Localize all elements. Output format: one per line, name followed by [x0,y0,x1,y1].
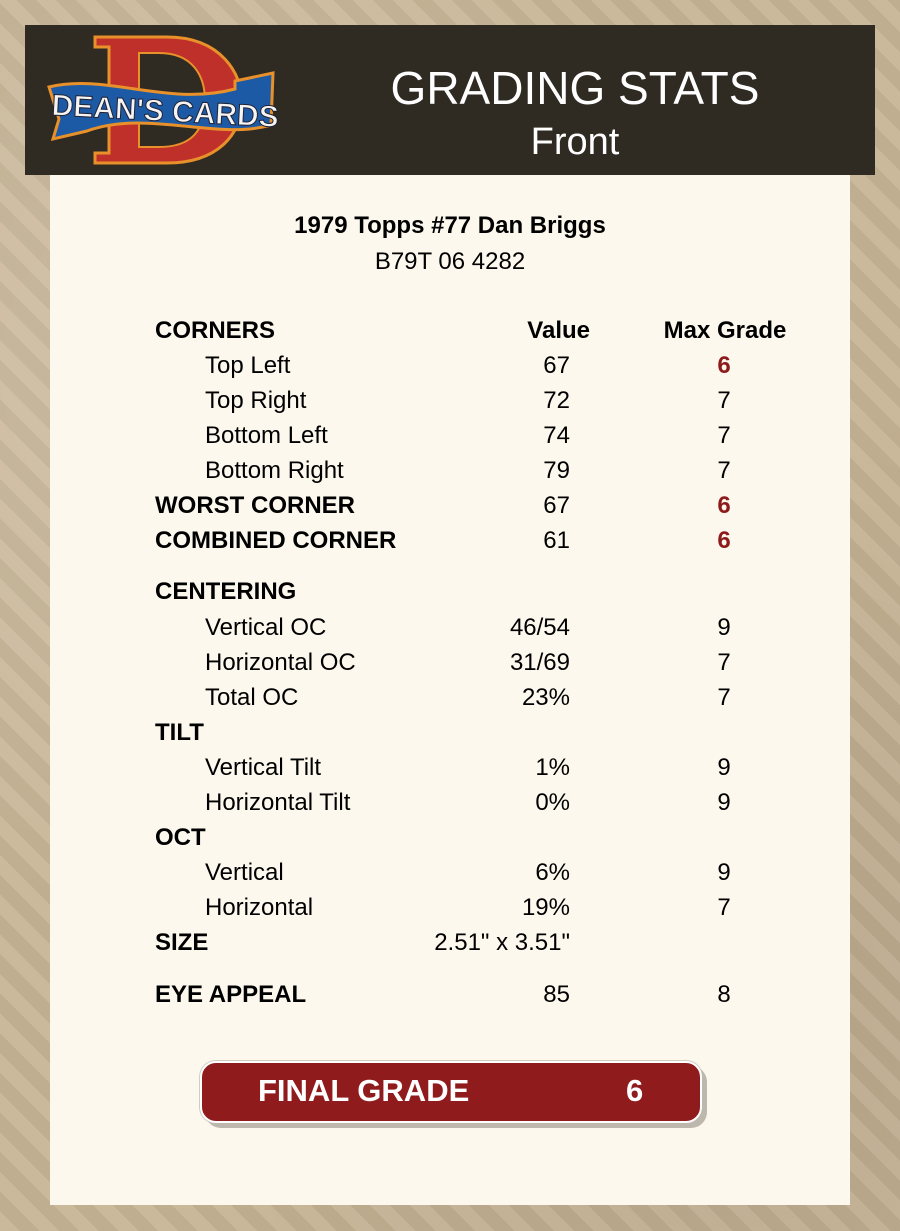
card-name: 1979 Topps #77 Dan Briggs [294,212,606,239]
final-grade-label: FINAL GRADE [258,1073,470,1108]
row-value: 85 [543,981,570,1008]
row-max-grade: 7 [717,422,731,449]
cert-number: B79T 06 4282 [374,248,526,275]
table-row [0,491,900,521]
row-value: 61 [543,527,570,554]
row-label: CORNERS [155,317,276,344]
row-label: Total OC [205,684,299,711]
deans-cards-logo [47,35,287,165]
row-value: 72 [543,387,570,414]
table-row [0,421,900,451]
row-label: COMBINED CORNER [155,527,397,554]
row-value: 23% [521,684,570,711]
row-value: 79 [543,457,570,484]
row-label: Horizontal Tilt [205,789,351,816]
page-subtitle: Front [530,121,620,163]
row-value: 2.51" x 3.51" [434,929,570,956]
row-value: 19% [521,894,570,921]
table-row [0,386,900,416]
row-max-grade: 6 [717,352,731,379]
row-max-grade: 7 [717,649,731,676]
table-row [0,823,900,853]
row-value: 46/54 [509,614,570,641]
row-label: Bottom Right [205,457,344,484]
row-max-grade: 7 [717,457,731,484]
row-label: Horizontal OC [205,649,356,676]
row-max-grade: 6 [717,527,731,554]
row-value: 6% [535,859,570,886]
row-label: SIZE [155,929,209,956]
table-row [0,648,900,678]
row-label: Bottom Left [205,422,328,449]
table-row [0,613,900,643]
page-title: GRADING STATS [390,62,760,114]
svg-text:DEAN'S CARDS: DEAN'S CARDS [50,89,280,134]
row-max-grade: Max Grade [663,317,787,344]
table-row [0,928,900,958]
row-value: Value [527,317,590,344]
table-row [0,980,900,1010]
row-value: 67 [543,352,570,379]
final-grade-value: 6 [626,1073,644,1108]
row-label: Vertical OC [205,614,327,641]
row-max-grade: 9 [717,614,731,641]
row-value: 67 [543,492,570,519]
row-label: WORST CORNER [155,492,355,519]
row-max-grade: 8 [717,981,731,1008]
final-grade-badge [200,1061,702,1123]
row-max-grade: 7 [717,387,731,414]
table-row [0,893,900,923]
table-row [0,351,900,381]
row-max-grade: 6 [717,492,731,519]
row-value: 0% [535,789,570,816]
row-label: TILT [155,719,204,746]
row-label: OCT [155,824,206,851]
row-label: Top Right [205,387,307,414]
table-row [0,683,900,713]
row-max-grade: 9 [717,859,731,886]
table-row [0,718,900,748]
table-row [0,858,900,888]
row-max-grade: 9 [717,754,731,781]
row-value: 31/69 [509,649,570,676]
row-max-grade: 7 [717,894,731,921]
row-max-grade: 9 [717,789,731,816]
row-max-grade: 7 [717,684,731,711]
row-label: Horizontal [205,894,314,921]
table-row [0,456,900,486]
table-header-row [0,316,900,346]
header [25,25,875,175]
row-label: Top Left [205,352,291,379]
row-label: Vertical Tilt [205,754,322,781]
row-value: 74 [543,422,570,449]
row-label: Vertical [205,859,284,886]
row-label: EYE APPEAL [155,981,307,1008]
table-row [0,788,900,818]
table-row [0,577,900,607]
row-label: CENTERING [155,578,297,605]
table-row [0,526,900,556]
table-row [0,753,900,783]
row-value: 1% [535,754,570,781]
